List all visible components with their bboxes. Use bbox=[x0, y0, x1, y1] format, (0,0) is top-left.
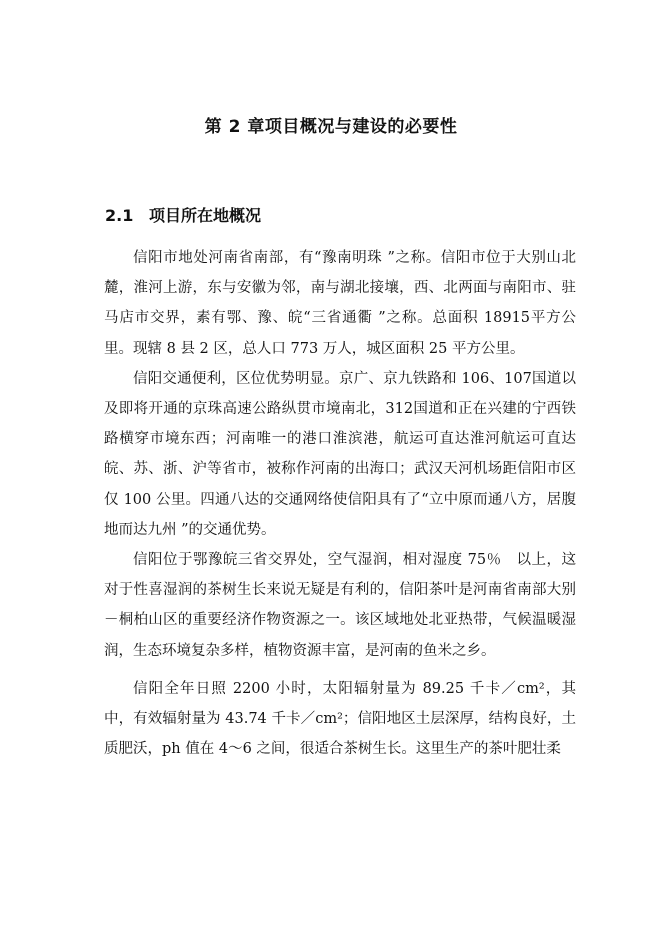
paragraph-transportation: 信阳交通便利，区位优势明显。京广、京九铁路和 106、107国道以及即将开通的京珠高速公路纵贯市境南北，312国道和正在兴建的宁西铁路横穿市境东西；河南唯一的港口淮滨港，航运可直达淮河航运可直达皖、苏、浙、沪等省市，被称作河南的出海口；武汉天河机场距信阳市区仅 100 公里。四通八达的交通网络使信阳具有了“立中原而通八方，居腹地而达九州 ”的交通优势。 bbox=[104, 370, 576, 538]
section-number: 2.1 bbox=[105, 206, 134, 225]
chapter-title: 第 2 章项目概况与建设的必要性 bbox=[204, 117, 458, 137]
section-heading bbox=[105, 203, 261, 226]
paragraph-climate: 信阳位于鄂豫皖三省交界处，空气湿润，相对湿度 75％ 以上，这对于性喜湿润的茶树生长来说无疑是有利的，信阳茶叶是河南省南部大别－桐柏山区的重要经济作物资源之一。该区域地处北亚热带，气候温暖湿润，生态环境复杂多样，植物资源丰富，是河南的鱼米之乡。 bbox=[104, 552, 576, 659]
paragraph-sunlight-soil: 信阳全年日照 2200 小时，太阳辐射量为 89.25 千卡／cm²，其中，有效辐射量为 43.74 千卡／cm²；信阳地区土层深厚，结构良好，土质肥沃，ph 值在 4～6 之间，很适合茶树生长。这里生产的茶叶肥壮柔 bbox=[104, 680, 576, 758]
section-title: 项目所在地概况 bbox=[149, 206, 262, 225]
paragraph-location: 信阳市地处河南省南部，有“豫南明珠 ”之称。信阳市位于大别山北麓，淮河上游，东与安徽为邻，南与湖北接壤，西、北两面与南阳市、驻马店市交界，素有鄂、豫、皖“三省通衢 ”之称。总面积 18915平方公里。现辖 8 县 2 区，总人口 773 万人，城区面积 25 平方公里。 bbox=[104, 250, 576, 357]
body-text bbox=[104, 243, 576, 764]
